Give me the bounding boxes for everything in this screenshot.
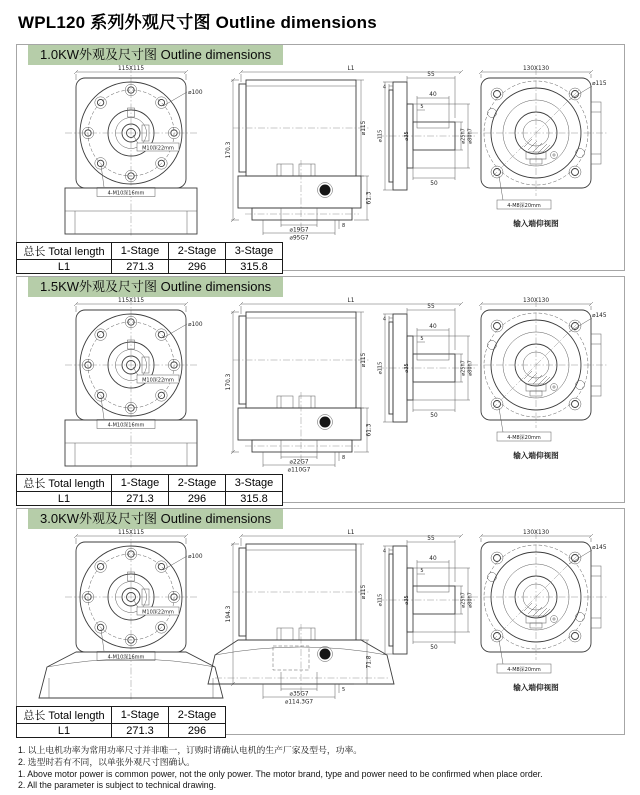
table-header-cell: 总长 Total length xyxy=(17,707,112,724)
shaft-flange-dim: ⌀115 xyxy=(377,593,384,607)
table-cell: 296 xyxy=(169,260,226,274)
rear-circle-dim: ⌀145 xyxy=(592,545,607,551)
front-tap-dim: M10深22mm xyxy=(142,609,174,616)
shaft-length-dim: 55 xyxy=(427,304,435,310)
shaft-keyw-dim: 5 xyxy=(420,104,424,110)
side-length-dim: L1 xyxy=(347,530,355,536)
technical-drawing xyxy=(29,296,634,473)
table-cell: L1 xyxy=(17,260,112,274)
front-tap-dim: M10深22mm xyxy=(142,145,174,152)
table-header-row xyxy=(17,707,226,724)
footnote-en-1: 1. Above motor power is common power, not the only power. The motor brand, type and power need to be confirmed when place order. xyxy=(18,768,543,779)
sections-container xyxy=(16,44,625,740)
table-data-row xyxy=(17,260,283,274)
shaft-dia-dim: ⌀25h7 xyxy=(460,360,467,376)
table-header-cell: 总长 Total length xyxy=(17,243,112,260)
shaft-keyw-dim: 5 xyxy=(420,336,424,342)
section-header: 1.0KW外观及尺寸图 Outline dimensions xyxy=(28,45,283,65)
side-bore-dim: ⌀22G7 xyxy=(289,459,309,466)
technical-drawing xyxy=(29,528,634,705)
table-cell: L1 xyxy=(17,492,112,506)
front-base-wide xyxy=(39,652,223,698)
power-section xyxy=(16,44,625,271)
front-tap-dim: M10深22mm xyxy=(142,377,174,384)
shaft-view xyxy=(377,536,477,654)
table-data-row xyxy=(17,492,283,506)
footnote-en-2: 2. All the parameter is subject to technical drawing. xyxy=(18,780,217,791)
table-cell: 271.3 xyxy=(112,724,169,738)
table-cell: 296 xyxy=(169,724,226,738)
shaft-view xyxy=(377,304,477,422)
side-offset-dim: 8 xyxy=(342,223,346,229)
table-header-row xyxy=(17,475,283,492)
table-cell: 315.8 xyxy=(226,260,283,274)
front-holes-dim: 4-M10深16mm xyxy=(107,422,145,429)
front-holes-dim: 4-M10深16mm xyxy=(107,654,145,661)
side-view xyxy=(226,298,463,473)
side-base-height-dim: 61.3 xyxy=(366,423,373,437)
table-header-cell: 1-Stage xyxy=(112,243,169,260)
shaft-collar-dim: ⌀35 xyxy=(404,131,410,141)
table-data-row xyxy=(17,724,226,738)
page-title: WPL120 系列外观尺寸图 Outline dimensions xyxy=(18,13,377,32)
front-square-dim: 115X115 xyxy=(117,530,145,536)
table-cell: 315.8 xyxy=(226,492,283,506)
front-view xyxy=(39,530,223,700)
table-header-cell: 2-Stage xyxy=(169,243,226,260)
front-square-dim: 115X115 xyxy=(117,66,145,72)
shaft-length-dim: 55 xyxy=(427,72,435,78)
side-spigot-dim: ⌀114.3G7 xyxy=(284,699,314,705)
front-view xyxy=(65,298,203,468)
rear-square-dim: 130X130 xyxy=(522,66,550,72)
shaft-collar-dim: ⌀35 xyxy=(404,595,410,605)
side-height-dim: 170.3 xyxy=(226,373,232,391)
side-base-standard xyxy=(238,176,361,220)
table-cell: L1 xyxy=(17,724,112,738)
rear-view xyxy=(471,66,607,228)
side-height-dim: 194.3 xyxy=(226,605,232,623)
rear-view-caption: 输入端仰视图 xyxy=(513,219,559,228)
shaft-pilot-dim: ⌀80h7 xyxy=(467,128,474,144)
rear-view-caption: 输入端仰视图 xyxy=(513,683,559,692)
table-header-cell: 1-Stage xyxy=(112,707,169,724)
dimension-table xyxy=(16,706,226,738)
side-base-height-dim: 71.8 xyxy=(366,655,373,669)
shaft-lip-dim: 4 xyxy=(382,316,386,323)
side-bore-dim: ⌀35G7 xyxy=(289,691,309,698)
rear-view xyxy=(471,530,607,692)
side-body-dia-dim: ⌀115 xyxy=(361,120,367,136)
side-length-dim: L1 xyxy=(347,66,355,72)
shaft-dia-dim: ⌀25h7 xyxy=(460,128,467,144)
rear-holes-dim: 4-M8深20mm xyxy=(507,203,541,209)
table-header-row xyxy=(17,243,283,260)
footnote-zh-2: 2. 选型时若有不同，以单张外观尺寸图确认。 xyxy=(18,756,195,767)
shaft-collar-dim: ⌀35 xyxy=(404,363,410,373)
rear-view xyxy=(471,298,607,460)
shaft-keylen-dim: 40 xyxy=(429,92,437,98)
front-view xyxy=(65,66,203,236)
shaft-len50-dim: 50 xyxy=(430,413,438,419)
table-header-cell: 2-Stage xyxy=(169,475,226,492)
shaft-view xyxy=(377,72,477,190)
rear-square-dim: 130X130 xyxy=(522,530,550,536)
shaft-lip-dim: 4 xyxy=(382,548,386,555)
side-offset-dim: 8 xyxy=(342,455,346,461)
table-cell: 271.3 xyxy=(112,260,169,274)
power-section xyxy=(16,508,625,735)
rear-circle-dim: ⌀115 xyxy=(592,81,607,87)
side-view xyxy=(208,530,463,705)
side-bore-dim: ⌀19G7 xyxy=(289,227,309,234)
table-header-cell: 1-Stage xyxy=(112,475,169,492)
rear-circle-dim: ⌀145 xyxy=(592,313,607,319)
shaft-len50-dim: 50 xyxy=(430,645,438,651)
shaft-pilot-dim: ⌀80h7 xyxy=(467,592,474,608)
rear-holes-dim: 4-M8深20mm xyxy=(507,435,541,441)
side-spigot-dim: ⌀110G7 xyxy=(287,467,311,473)
shaft-keyw-dim: 5 xyxy=(420,568,424,574)
side-base-height-dim: 61.3 xyxy=(366,191,373,205)
table-cell: 296 xyxy=(169,492,226,506)
shaft-dia-dim: ⌀25h7 xyxy=(460,592,467,608)
section-header: 1.5KW外观及尺寸图 Outline dimensions xyxy=(28,277,283,297)
front-holes-dim: 4-M10深16mm xyxy=(107,190,145,197)
rear-view-caption: 输入端仰视图 xyxy=(513,451,559,460)
table-cell: 271.3 xyxy=(112,492,169,506)
table-header-cell: 总长 Total length xyxy=(17,475,112,492)
footnote-zh-1: 1. 以上电机功率为常用功率尺寸并非唯一，订购时请确认电机的生产厂家及型号，功率。 xyxy=(18,745,363,755)
side-length-dim: L1 xyxy=(347,298,355,304)
dimension-table xyxy=(16,242,283,274)
side-base-standard xyxy=(238,408,361,452)
table-header-cell: 3-Stage xyxy=(226,243,283,260)
table-header-cell: 2-Stage xyxy=(169,707,226,724)
shaft-pilot-dim: ⌀80h7 xyxy=(467,360,474,376)
footnotes xyxy=(18,745,618,792)
shaft-keylen-dim: 40 xyxy=(429,324,437,330)
shaft-keylen-dim: 40 xyxy=(429,556,437,562)
technical-drawing xyxy=(29,64,634,241)
side-offset-dim: 5 xyxy=(342,687,346,693)
power-section xyxy=(16,276,625,503)
shaft-length-dim: 55 xyxy=(427,536,435,542)
front-circle-dim: ⌀100 xyxy=(188,90,203,96)
side-spigot-dim: ⌀95G7 xyxy=(289,235,309,241)
front-square-dim: 115X115 xyxy=(117,298,145,304)
table-header-cell: 3-Stage xyxy=(226,475,283,492)
dimension-table xyxy=(16,474,283,506)
side-height-dim: 170.3 xyxy=(226,141,232,159)
shaft-flange-dim: ⌀115 xyxy=(377,129,384,143)
rear-holes-dim: 4-M8深20mm xyxy=(507,667,541,673)
shaft-flange-dim: ⌀115 xyxy=(377,361,384,375)
side-body-dia-dim: ⌀115 xyxy=(361,352,367,368)
rear-square-dim: 130X130 xyxy=(522,298,550,304)
front-circle-dim: ⌀100 xyxy=(188,554,203,560)
shaft-lip-dim: 4 xyxy=(382,84,386,91)
front-circle-dim: ⌀100 xyxy=(188,322,203,328)
shaft-len50-dim: 50 xyxy=(430,181,438,187)
section-header: 3.0KW外观及尺寸图 Outline dimensions xyxy=(28,509,283,529)
side-view xyxy=(226,66,463,241)
side-body-dia-dim: ⌀115 xyxy=(361,584,367,600)
